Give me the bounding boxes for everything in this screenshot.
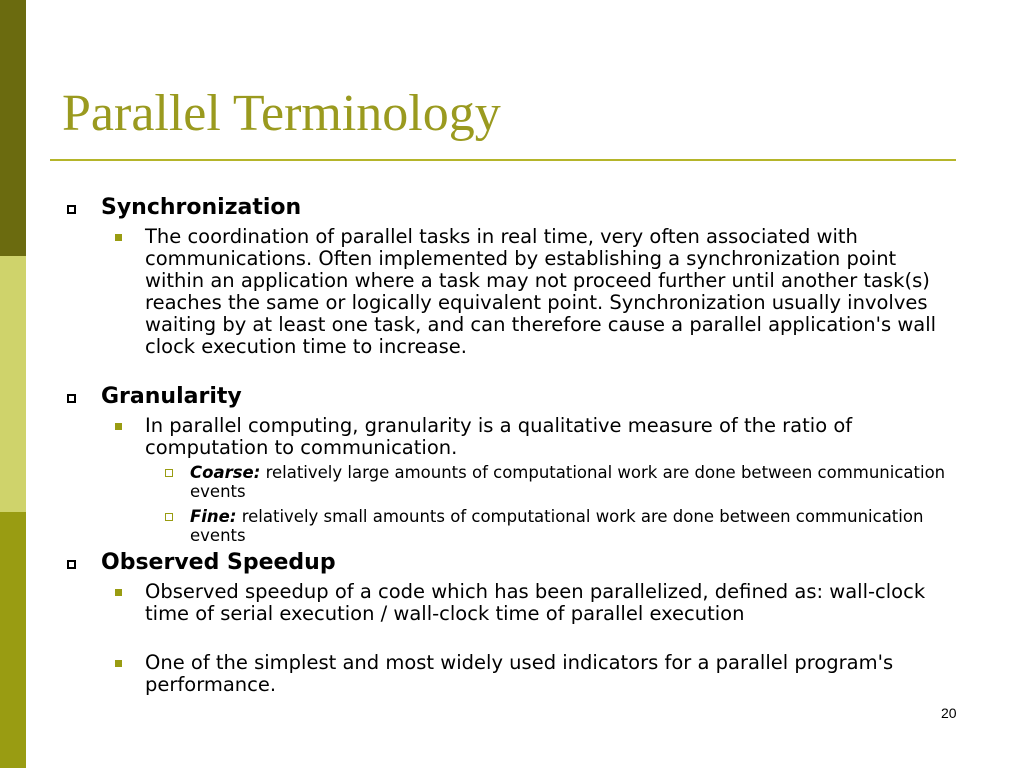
section-bullet-icon: [67, 394, 76, 403]
granularity-fine: [190, 507, 950, 545]
subitem-bullet-icon: [165, 469, 173, 477]
title-divider: [50, 159, 956, 161]
section-heading-granularity: Granularity: [101, 384, 242, 409]
item-bullet-icon: [115, 234, 122, 241]
synchronization-description: The coordination of parallel tasks in real time, very often associated with communications. Often implemented by establishing a synchronization point within an application where a task may not proceed further until another task(s) reaches the same or logically equivalent point. Synchronization usually involves waiting by at least one task, and can therefore cause a parallel application's wall clock execution time to increase.: [145, 225, 937, 358]
coarse-term: Coarse:: [190, 463, 261, 482]
item-bullet-icon: [115, 423, 122, 430]
fine-term: Fine:: [190, 507, 237, 526]
item-bullet-icon: [115, 589, 122, 596]
item-bullet-icon: [115, 660, 122, 667]
side-bar-middle: [0, 256, 26, 512]
section-heading-synchronization: Synchronization: [101, 195, 302, 220]
speedup-indicator-note: One of the simplest and most widely used indicators for a parallel program's performance.: [145, 651, 894, 696]
subitem-bullet-icon: [165, 513, 173, 521]
granularity-coarse: [190, 463, 950, 501]
slide-title: Parallel Terminology: [62, 85, 501, 142]
fine-definition: relatively small amounts of computational work are done between communication events: [190, 507, 924, 545]
granularity-description: In parallel computing, granularity is a qualitative measure of the ratio of computation to communication.: [145, 414, 853, 459]
coarse-definition: relatively large amounts of computational work are done between communication events: [190, 463, 946, 501]
section-heading-observed-speedup: Observed Speedup: [101, 550, 336, 575]
section-bullet-icon: [67, 560, 76, 569]
side-bar-top: [0, 0, 26, 256]
section-bullet-icon: [67, 205, 76, 214]
side-bar-bottom: [0, 512, 26, 768]
page-number: 20: [941, 705, 957, 721]
speedup-definition: Observed speedup of a code which has been parallelized, defined as: wall-clock time of serial execution / wall-clock time of parallel execution: [145, 580, 926, 625]
